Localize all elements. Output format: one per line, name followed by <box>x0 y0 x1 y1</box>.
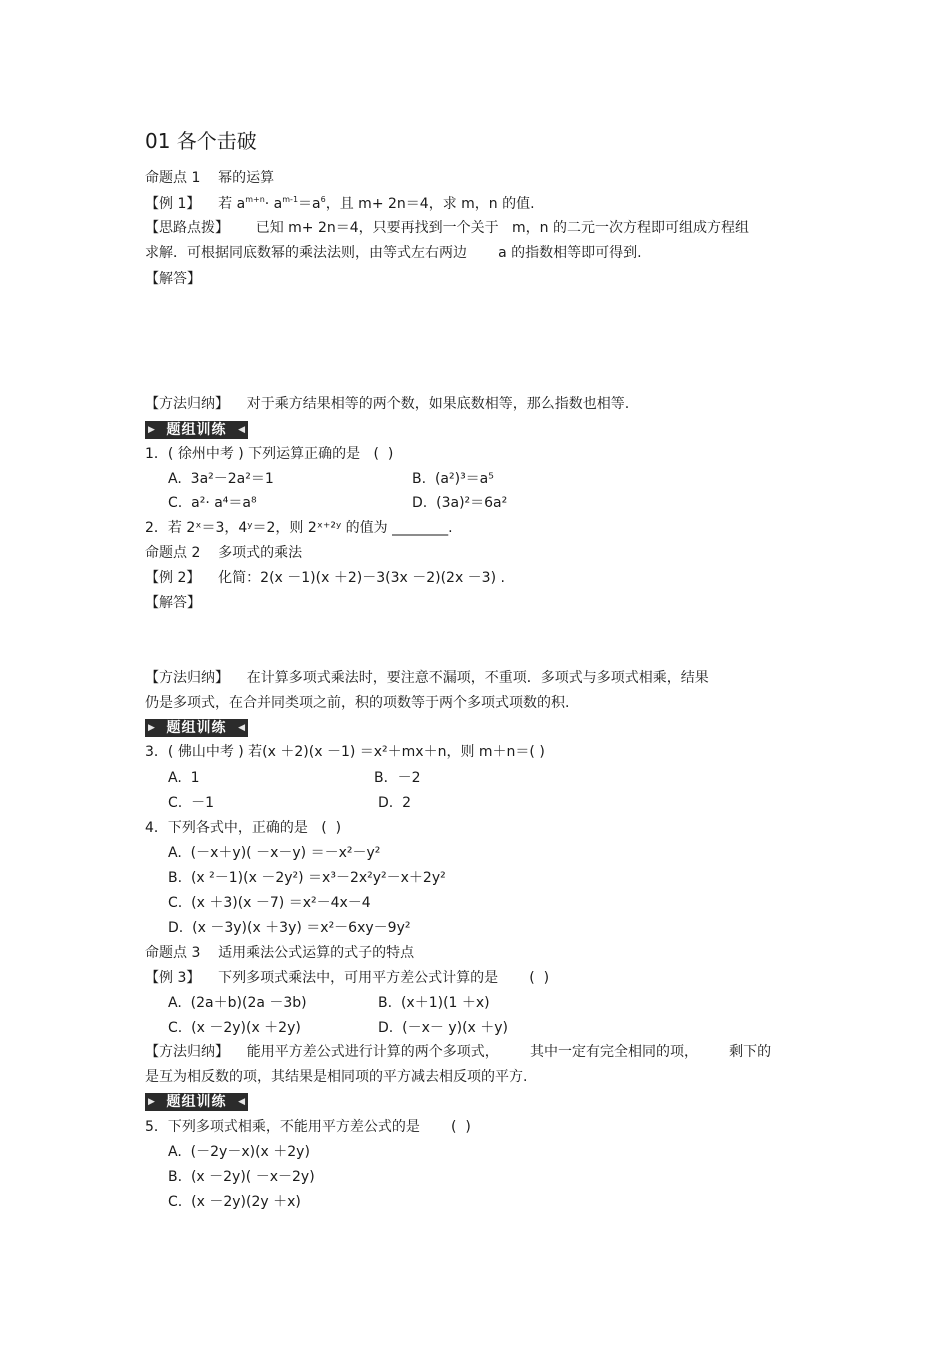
example-3-option-b: B. (x＋1)(1 ＋x) <box>378 995 490 1011</box>
example-2: 【例 2】 化简：2(x －1)(x ＋2)－3(3x －2)(2x －3) . <box>145 570 505 586</box>
question-1-option-d: D. (3a)²＝6a² <box>412 495 508 511</box>
question-1-option-a: A. 3a²－2a²＝1 <box>168 471 274 487</box>
example-1: 【例 1】 若 $a^{m+n}\cdot a^{m-1}=a^6$，且 m+ 2n＝4，求 m，n 的值. <box>145 195 535 212</box>
question-4-option-a: A. (－x＋y)( －x－y) ＝－x²－y² <box>168 845 381 861</box>
question-4-option-b: B. (x ²－1)(x －2y²) ＝x³－2x²y²－x＋2y² <box>168 870 446 886</box>
question-5-option-b: B. (x －2y)( －x－2y) <box>168 1169 315 1185</box>
question-1-option-c: C. a²· a⁴＝a⁸ <box>168 495 257 511</box>
question-4-option-d: D. (x －3y)(x ＋3y) ＝x²－6xy－9y² <box>168 920 411 936</box>
question-5-option-c: C. (x －2y)(2y ＋x) <box>168 1194 301 1210</box>
method-summary-3-line-2: 是互为相反数的项，其结果是相同项的平方减去相反项的平方. <box>145 1069 528 1085</box>
back-icon: ◀ <box>238 425 245 435</box>
play-icon: ▶ <box>148 1097 155 1107</box>
practice-banner-2 <box>145 719 248 737</box>
question-3-option-b: B．－2 <box>374 770 421 786</box>
section-title: 01 各个击破 <box>145 129 257 153</box>
topic-heading-1: 命题点 1 幂的运算 <box>145 170 275 186</box>
play-icon: ▶ <box>148 723 155 733</box>
back-icon: ◀ <box>238 1097 245 1107</box>
hint-label: 【思路点拨】 <box>145 220 229 236</box>
example-3-option-c: C. (x －2y)(x ＋2y) <box>168 1020 301 1036</box>
question-1: 1．( 徐州中考 ) 下列运算正确的是 ( ) <box>145 446 394 462</box>
example-1-label: 【例 1】 <box>145 196 201 212</box>
question-5-option-a: A. (－2y－x)(x ＋2y) <box>168 1144 310 1160</box>
hint-line-1: 【思路点拨】 已知 m+ 2n＝4，只要再找到一个关于 m，n 的二元一次方程即可组成方程组 <box>145 220 749 236</box>
topic-heading-2: 命题点 2 多项式的乘法 <box>145 545 303 561</box>
question-1-option-b: B. (a²)³＝a⁵ <box>412 471 494 487</box>
practice-banner-1 <box>145 421 248 439</box>
question-3: 3．( 佛山中考 ) 若(x ＋2)(x －1) ＝x²＋mx＋n，则 m＋n＝( ) <box>145 744 545 760</box>
example-3-option-a: A. (2a＋b)(2a －3b) <box>168 995 307 1011</box>
question-3-option-c: C. －1 <box>168 795 215 811</box>
method-summary-2-line-1: 【方法归纳】 在计算多项式乘法时，要注意不漏项，不重项．多项式与多项式相乘，结果 <box>145 670 709 686</box>
question-4: 4．下列各式中，正确的是 ( ) <box>145 820 342 836</box>
question-3-option-a: A. 1 <box>168 770 200 786</box>
method-summary-3-line-1: 【方法归纳】 能用平方差公式进行计算的两个多项式， 其中一定有完全相同的项， 剩下的 <box>145 1044 772 1060</box>
answer-label-1: 【解答】 <box>145 271 201 287</box>
example-3: 【例 3】 下列多项式乘法中，可用平方差公式计算的是 ( ) <box>145 970 550 986</box>
method-summary-1: 【方法归纳】 对于乘方结果相等的两个数，如果底数相等，那么指数也相等. <box>145 396 630 412</box>
back-icon: ◀ <box>238 723 245 733</box>
method-summary-2-line-2: 仍是多项式，在合并同类项之前，积的项数等于两个多项式项数的积. <box>145 695 570 711</box>
answer-label-2: 【解答】 <box>145 595 201 611</box>
topic-heading-3: 命题点 3 适用乘法公式运算的式子的特点 <box>145 945 415 961</box>
hint-line-2: 求解．可根据同底数幂的乘法法则，由等式左右两边 a 的指数相等即可得到. <box>145 245 642 261</box>
question-5: 5．下列多项式相乘，不能用平方差公式的是 ( ) <box>145 1119 471 1135</box>
practice-banner-3 <box>145 1093 248 1111</box>
banner-label: 题组训练 <box>166 1094 227 1110</box>
example-3-option-d: D. (－x－ y)(x ＋y) <box>378 1020 509 1036</box>
banner-label: 题组训练 <box>166 720 227 736</box>
play-icon: ▶ <box>148 425 155 435</box>
question-2: 2．若 2ˣ＝3，4ʸ＝2，则 2ˣ⁺²ʸ 的值为 ________. <box>145 520 453 536</box>
banner-label: 题组训练 <box>166 422 227 438</box>
question-3-option-d: D. 2 <box>378 795 412 811</box>
question-4-option-c: C. (x ＋3)(x －7) ＝x²－4x－4 <box>168 895 371 911</box>
